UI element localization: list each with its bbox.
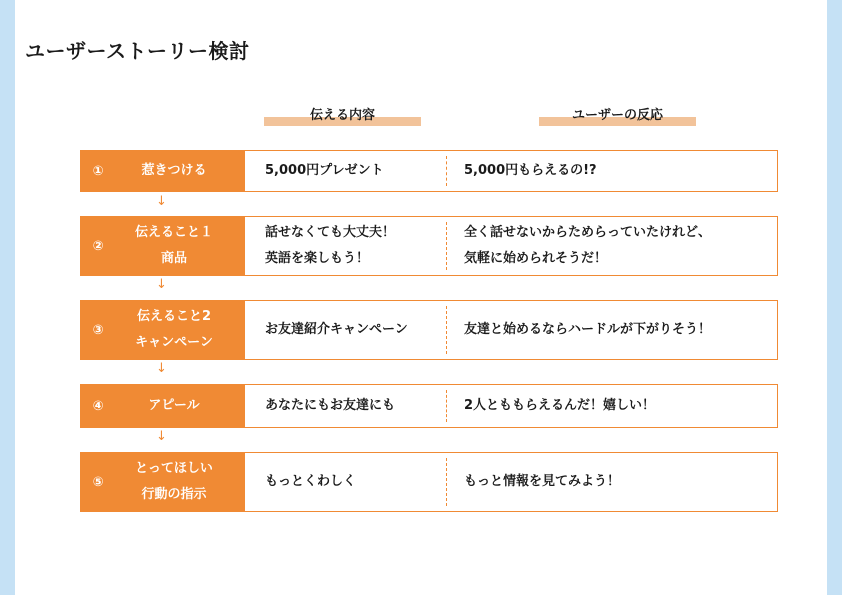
reaction-line: 5,000円もらえるの!? (464, 163, 597, 178)
reaction-column-header (539, 104, 696, 126)
slide-title: ユーザーストーリー検討 (25, 39, 250, 63)
step-number: ③ (92, 322, 104, 338)
story-row (80, 150, 778, 192)
step-label-line: 伝えること2 (136, 309, 212, 324)
reaction-line: 友達と始めるならハードルが下がりそう！ (464, 322, 712, 337)
step-label-line: アピール (148, 398, 200, 413)
reaction-cell (447, 301, 777, 359)
down-arrow-icon: ↓ (156, 277, 167, 292)
story-row (80, 384, 778, 428)
step-label-line: 商品 (160, 251, 187, 266)
reaction-cell (447, 385, 777, 427)
step-label (81, 151, 245, 191)
content-line: 英語を楽しもう！ (265, 251, 370, 266)
content-line: もっとくわしく (265, 474, 357, 489)
story-row (80, 452, 778, 512)
step-label-line: 惹きつける (141, 163, 207, 178)
down-arrow-icon: ↓ (156, 194, 167, 209)
content-cell (245, 385, 446, 427)
reaction-line: 気軽に始められそうだ！ (464, 251, 608, 266)
reaction-column-header-label: ユーザーの反応 (571, 108, 663, 123)
content-column-header-label: 伝える内容 (309, 108, 375, 123)
step-label (81, 385, 245, 427)
reaction-line: 全く話せないからためらっていたけれど、 (464, 225, 712, 240)
content-cell (245, 453, 446, 511)
reaction-cell (447, 217, 777, 275)
story-row (80, 216, 778, 276)
content-cell (245, 301, 446, 359)
content-line: 話せなくても大丈夫！ (265, 225, 396, 240)
content-line: あなたにもお友達にも (265, 398, 396, 413)
step-number: ④ (92, 398, 104, 414)
content-column-header (264, 104, 421, 126)
step-label-line: とってほしい (135, 461, 213, 476)
reaction-line: 2人とももらえるんだ！嬉しい！ (464, 398, 656, 413)
step-label-line: 伝えること１ (134, 225, 213, 240)
step-number: ① (92, 163, 104, 179)
step-label (81, 217, 245, 275)
story-row (80, 300, 778, 360)
down-arrow-icon: ↓ (156, 361, 167, 376)
step-label (81, 301, 245, 359)
reaction-cell (447, 453, 777, 511)
step-number: ⑤ (92, 474, 104, 490)
content-line: 5,000円プレゼント (265, 163, 384, 178)
step-label (81, 453, 245, 511)
down-arrow-icon: ↓ (156, 429, 167, 444)
content-cell (245, 217, 446, 275)
reaction-line: もっと情報を見てみよう！ (464, 474, 621, 489)
step-number: ② (92, 238, 104, 254)
content-line: お友達紹介キャンペーン (265, 322, 408, 337)
step-label-line: 行動の指示 (141, 487, 207, 502)
step-label-line: キャンペーン (135, 335, 213, 350)
content-cell (245, 151, 446, 191)
reaction-cell (447, 151, 777, 191)
slide (15, 0, 827, 595)
